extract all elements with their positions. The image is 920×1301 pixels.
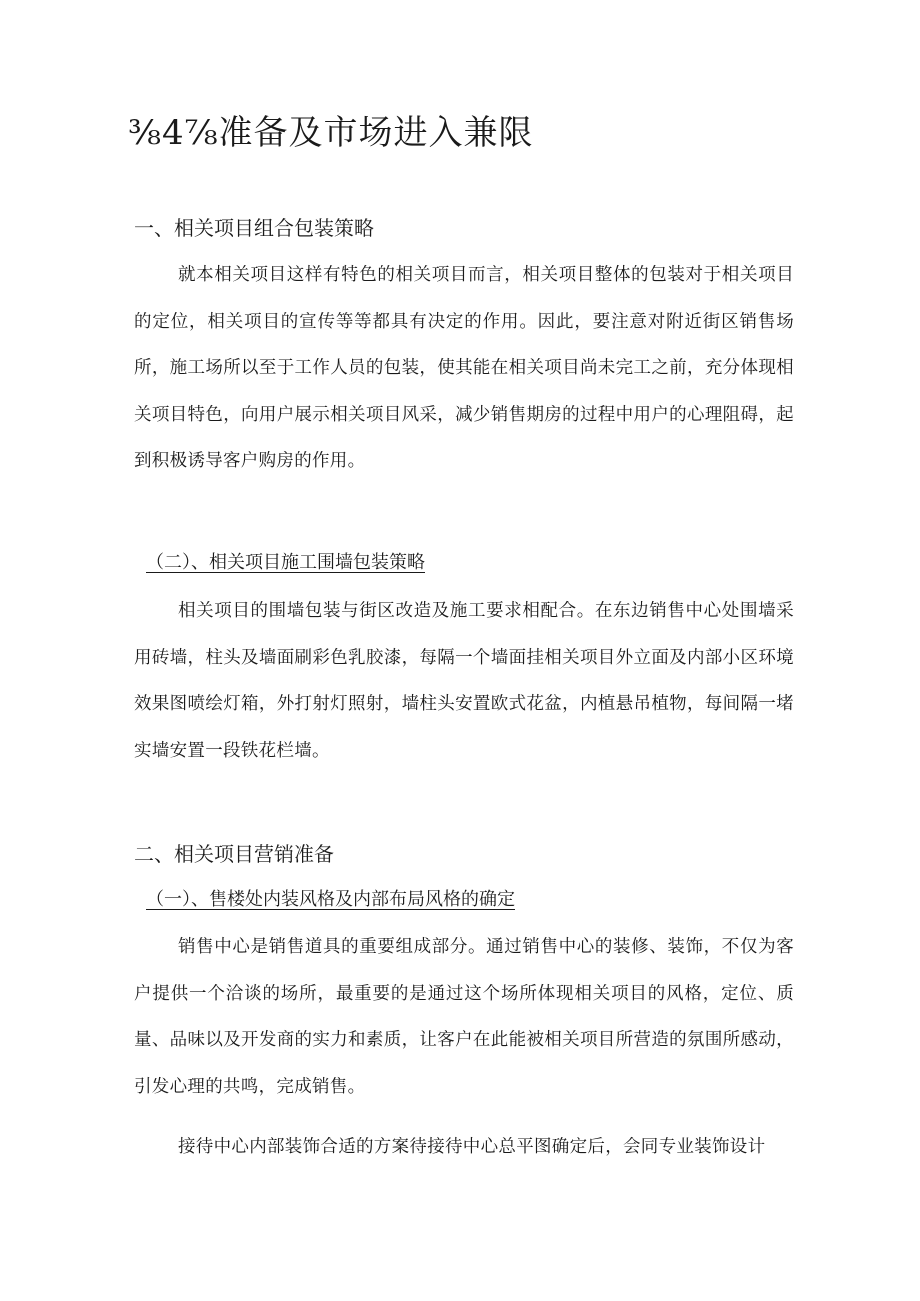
subsection-heading-wall: （二）、相关项目施工围墙包装策略: [146, 552, 425, 573]
subsection-heading-sales-office: （一）、售楼处内装风格及内部布局风格的确定: [146, 889, 515, 910]
section-1-paragraph: 就本相关项目这样有特色的相关项目而言，相关项目整体的包装对于相关项目的定位，相关项目的宣传等等都具有决定的作用。因此，要注意对附近街区销售场所，施工场所以至于工作人员的包装，使其能在相关项目尚未完工之前，充分体现相关项目特色，向用户展示相关项目风采，减少销售期房的过程中用户的心理阻碍，起到积极诱导客户购房的作用。: [134, 265, 794, 471]
section-heading-2: 二、相关项目营销准备: [134, 842, 334, 866]
subsection-wall-paragraph: 相关项目的围墙包装与街区改造及施工要求相配合。在东边销售中心处围墙采用砖墙，柱头及墙面刷彩色乳胶漆，每隔一个墙面挂相关项目外立面及内部小区环境效果图喷绘灯箱，外打射灯照射，墙柱头安置欧式花盆，内植悬吊植物，每间隔一堵实墙安置一段铁花栏墙。: [134, 601, 794, 761]
subsection-sales-office-paragraph-2: 接待中心内部装饰合适的方案待接待中心总平图确定后，会同专业装饰设计: [178, 1137, 766, 1157]
subsection-sales-office-paragraph: 销售中心是销售道具的重要组成部分。通过销售中心的装修、装饰，不仅为客户提供一个洽谈的场所，最重要的是通过这个场所体现相关项目的风格，定位、质量、品味以及开发商的实力和素质，让客户在此能被相关项目所营造的氛围所感动，引发心理的共鸣，完成销售。: [134, 937, 794, 1097]
section-heading-1: 一、相关项目组合包装策略: [134, 216, 374, 240]
document-title: ⅜4⅞准备及市场进入兼限: [128, 113, 534, 153]
